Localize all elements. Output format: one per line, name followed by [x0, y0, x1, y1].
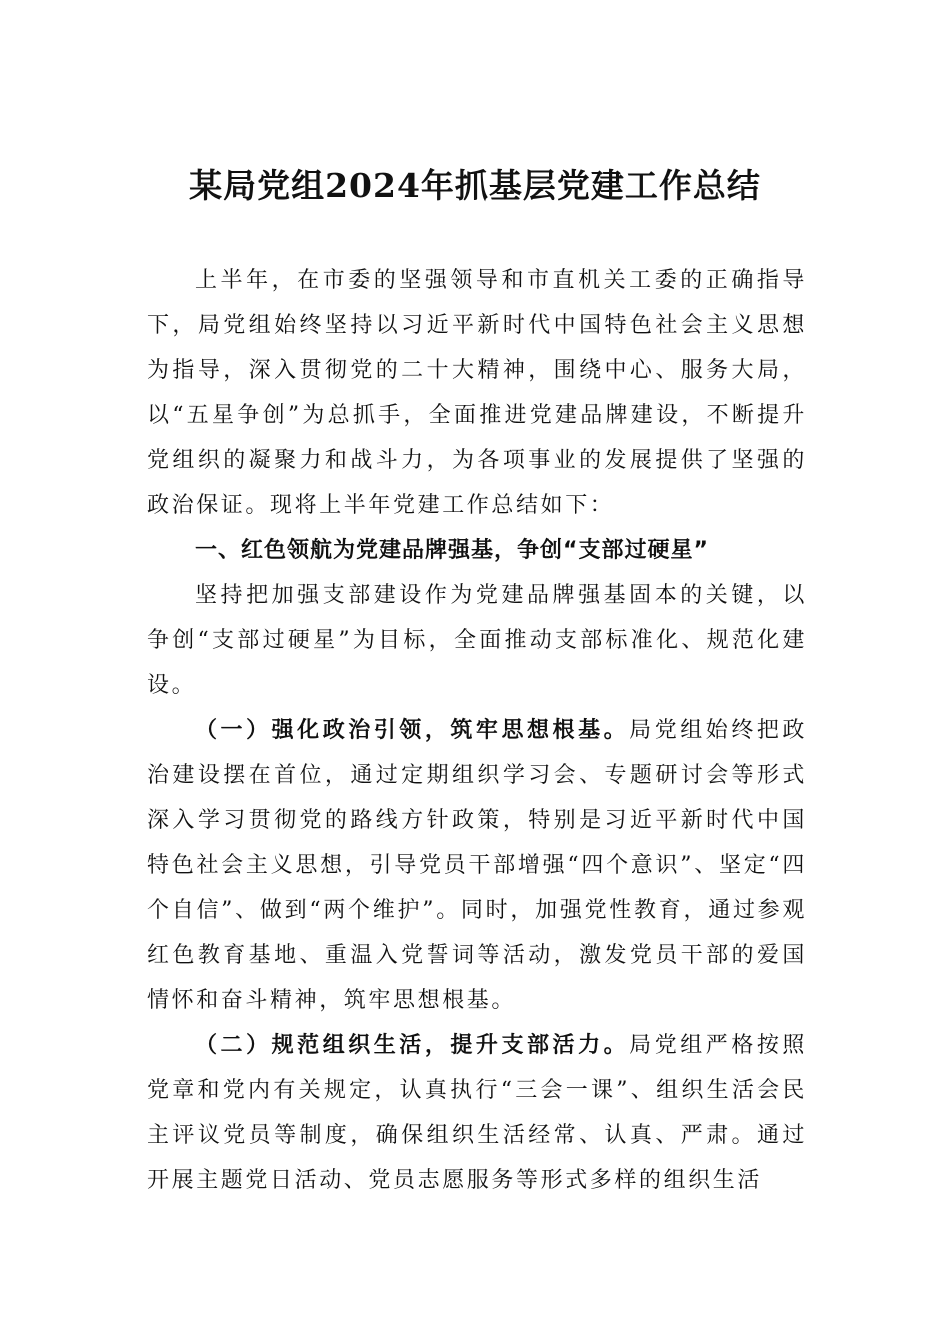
- subsection-1-text: 局党组始终把政治建设摆在首位，通过定期组织学习会、专题研讨会等形式深入学习贯彻党的路线方针政策，特别是习近平新时代中国特色社会主义思想，引导党员干部增强“四个意识”、坚定“四个自信”、做到“两个维护”。同时，加强党性教育，通过参观红色教育基地、重温入党誓词等活动，激发党员干部的爱国情怀和奋斗精神，筑牢思想根基。: [147, 718, 808, 1013]
- subsection-2-text: 局党组严格按照党章和党内有关规定，认真执行“三会一课”、组织生活会民主评议党员等制度，确保组织生活经常、认真、严肃。通过开展主题党日活动、党员志愿服务等形式多样的组织生活: [147, 1033, 808, 1193]
- document-body: [147, 258, 807, 1203]
- subsection-2-paragraph: [147, 1023, 807, 1203]
- section-1-heading: 一、红色领航为党建品牌强基，争创“支部过硬星”: [195, 538, 709, 563]
- section-1-summary: 坚持把加强支部建设作为党建品牌强基固本的关键，以争创“支部过硬星”为目标，全面推动支部标准化、规范化建设。: [147, 583, 807, 698]
- subsection-2-lead: （二）规范组织生活，提升支部活力。: [195, 1032, 630, 1058]
- intro-paragraph: 上半年，在市委的坚强领导和市直机关工委的正确指导下，局党组始终坚持以习近平新时代中国特色社会主义思想为指导，深入贯彻党的二十大精神，围绕中心、服务大局，以“五星争创”为总抓手，全面推进党建品牌建设，不断提升党组织的凝聚力和战斗力，为各项事业的发展提供了坚强的政治保证。现将上半年党建工作总结如下：: [147, 268, 807, 518]
- subsection-1-lead: （一）强化政治引领，筑牢思想根基。: [195, 717, 630, 743]
- subsection-1-paragraph: [147, 708, 807, 1023]
- document-title: 某局党组2024年抓基层党建工作总结: [189, 166, 761, 205]
